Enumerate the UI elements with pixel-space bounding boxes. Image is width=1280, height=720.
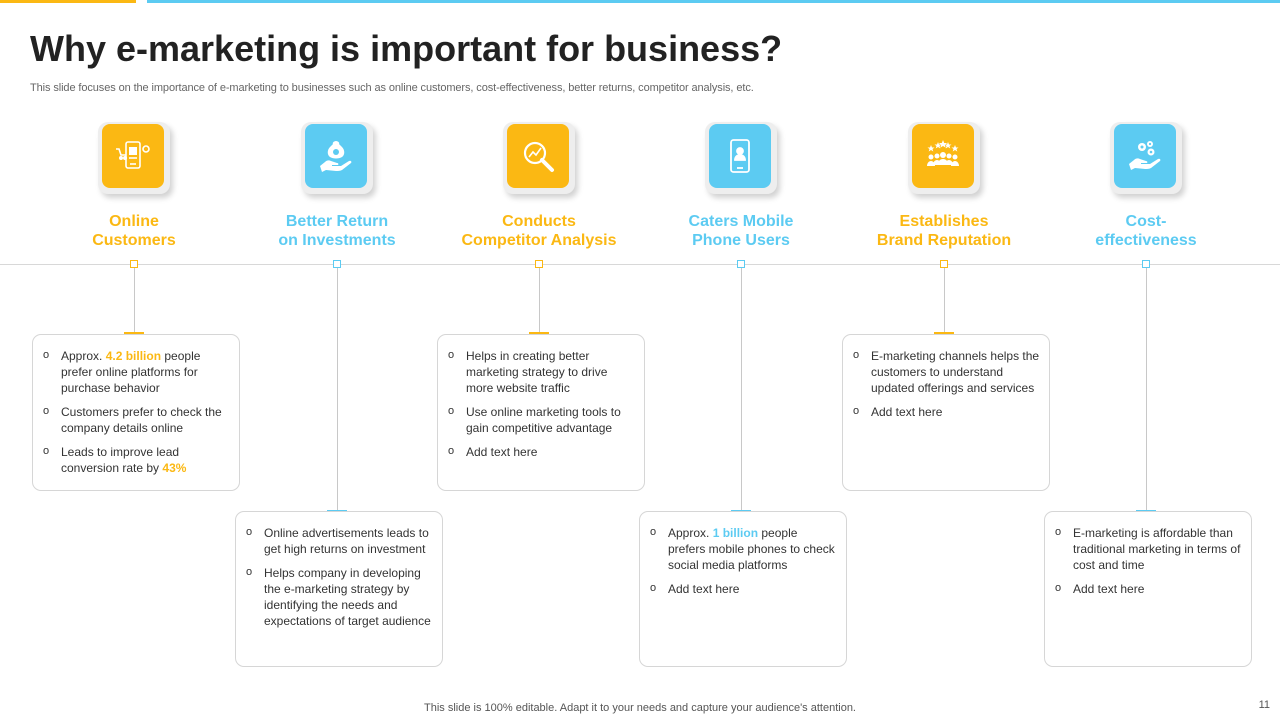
heading-line: Conducts [502, 213, 576, 230]
slide-footer: This slide is 100% editable. Adapt it to your needs and capture your audience's attention. [424, 702, 856, 714]
page-number: 11 [1258, 699, 1270, 711]
list-item: o Online advertisements leads to get high returns on investment [246, 525, 434, 557]
column-heading [32, 212, 236, 250]
heading-line: Phone Users [692, 232, 790, 249]
top-accent-blue [147, 0, 1280, 3]
list-item: o E-marketing channels helps the customers to understand updated offerings and services [853, 348, 1041, 396]
list-item: o Use online marketing tools to gain competitive advantage [448, 404, 636, 436]
heading-line: Brand Reputation [876, 232, 1012, 249]
list-item [43, 348, 231, 396]
heading-line: on Investments [278, 232, 396, 249]
column-cost-effectiveness [1044, 120, 1248, 680]
list-item: o Add text here [448, 444, 636, 460]
list-item: o Add text here [650, 581, 838, 597]
column-heading [235, 212, 439, 250]
bullet-text: people prefer online platforms for purchase behavior [61, 349, 201, 395]
timeline-dot [130, 260, 138, 268]
column-mobile-users [639, 120, 843, 680]
column-heading [1044, 212, 1248, 250]
highlight-stat: 43% [162, 461, 187, 475]
heading-line: Cost- [1125, 213, 1167, 230]
column-competitor-analysis [437, 120, 641, 680]
timeline-dot [940, 260, 948, 268]
icon-tile [98, 122, 170, 194]
list-item: o E-marketing is affordable than traditional marketing in terms of cost and time [1055, 525, 1243, 573]
bullet-text: Approx. [668, 526, 713, 540]
heading-line: Competitor Analysis [461, 232, 617, 249]
money-bag-hand-icon [305, 124, 367, 188]
list-item [650, 525, 838, 573]
mobile-phone-icon [709, 124, 771, 188]
connector-line [134, 268, 135, 332]
info-card [639, 511, 847, 667]
timeline-dot [333, 260, 341, 268]
list-item: o Add text here [1055, 581, 1243, 597]
bullet-text: Approx. [61, 349, 106, 363]
info-card [235, 511, 443, 667]
bullet-list [650, 525, 838, 597]
icon-tile [705, 122, 777, 194]
heading-line: Better Return [285, 213, 389, 230]
column-heading [842, 212, 1046, 250]
connector-line [741, 268, 742, 510]
heading-line: Establishes [899, 213, 989, 230]
icon-tile [503, 122, 575, 194]
column-online-customers [32, 120, 236, 680]
bullet-list [43, 348, 231, 476]
list-item: o Add text here [853, 404, 1041, 420]
info-card [32, 334, 240, 491]
team-stars-icon [912, 124, 974, 188]
column-better-return [235, 120, 439, 680]
icon-tile [908, 122, 980, 194]
slide-subtitle: This slide focuses on the importance of e-marketing to businesses such as online customers, cost-effectiveness, better returns, competitor analysis, etc. [30, 82, 754, 94]
info-card [437, 334, 645, 491]
magnifier-chart-icon [507, 124, 569, 188]
highlight-stat: 1 billion [712, 526, 759, 540]
column-brand-reputation [842, 120, 1046, 680]
bullet-list [1055, 525, 1243, 597]
bullet-text: Leads to improve lead conversion rate by [61, 445, 180, 475]
timeline-dot [1142, 260, 1150, 268]
heading-line: Customers [92, 232, 176, 249]
connector-line [1146, 268, 1147, 510]
hand-gears-icon [1114, 124, 1176, 188]
info-card [842, 334, 1050, 491]
list-item: o Helps company in developing the e-marketing strategy by identifying the needs and expectations of target audience [246, 565, 434, 629]
list-item [43, 444, 231, 476]
connector-line [337, 268, 338, 510]
column-heading [639, 212, 843, 250]
bullet-text: people prefers mobile phones to check social media platforms [668, 526, 835, 572]
top-accent-yellow [0, 0, 136, 3]
heading-line: Caters Mobile [688, 213, 794, 230]
highlight-stat: 4.2 billion [105, 349, 162, 363]
heading-line: effectiveness [1095, 232, 1197, 249]
timeline-dot [737, 260, 745, 268]
list-item: o Customers prefer to check the company details online [43, 404, 231, 436]
bullet-list [246, 525, 434, 629]
info-card [1044, 511, 1252, 667]
timeline-dot [535, 260, 543, 268]
connector-line [944, 268, 945, 332]
icon-tile [1110, 122, 1182, 194]
online-shopping-icon [102, 124, 164, 188]
list-item: o Helps in creating better marketing strategy to drive more website traffic [448, 348, 636, 396]
icon-tile [301, 122, 373, 194]
slide-title: Why e-marketing is important for business? [30, 28, 783, 69]
connector-line [539, 268, 540, 332]
bullet-list [448, 348, 636, 460]
heading-line: Online [109, 213, 159, 230]
column-heading [437, 212, 641, 250]
bullet-list [853, 348, 1041, 420]
